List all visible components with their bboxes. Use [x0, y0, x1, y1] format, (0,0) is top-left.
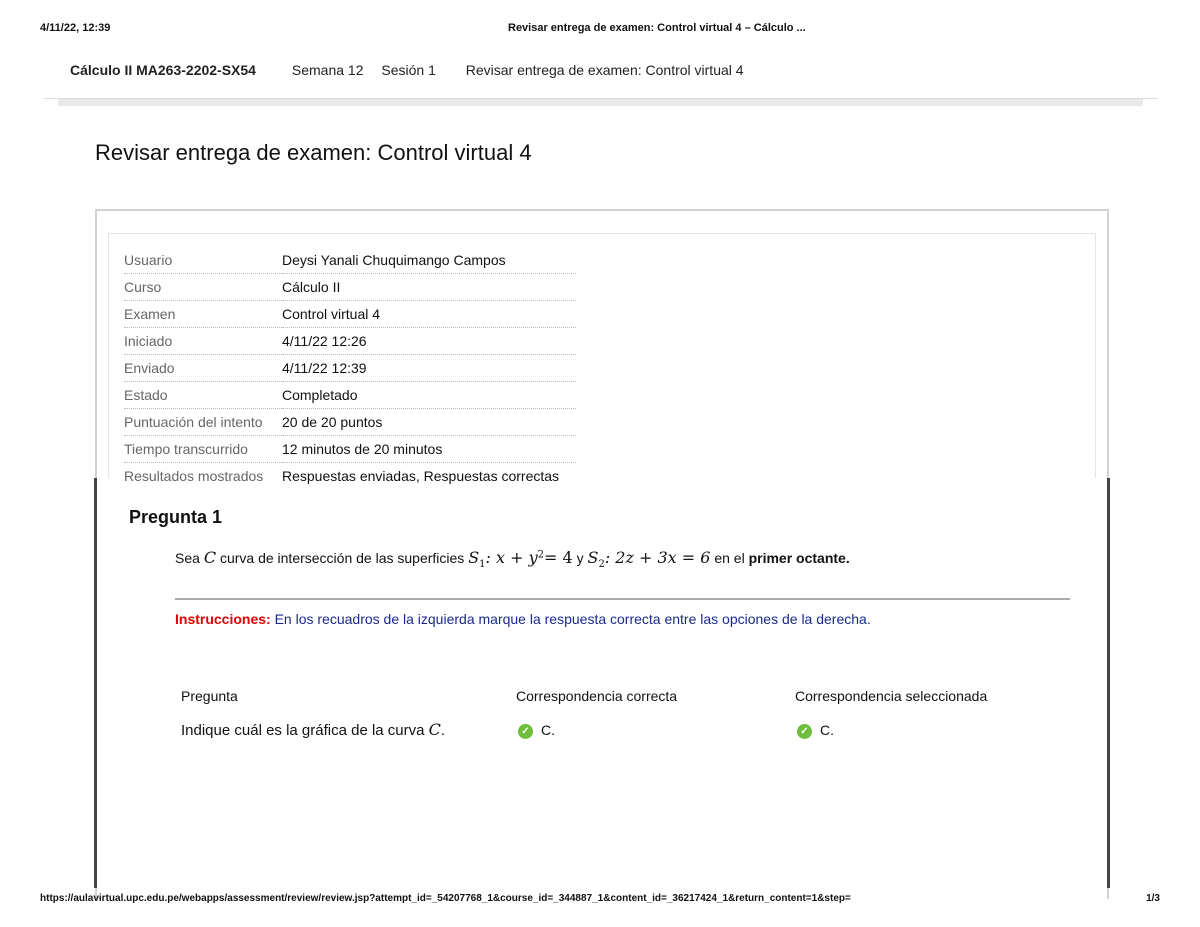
check-circle-icon: ✓ [518, 724, 533, 739]
question-text-bold: primer octante. [748, 550, 850, 566]
question-text-prefix: Sea [175, 550, 200, 566]
answer-col-correct: Correspondencia correcta [516, 688, 678, 704]
print-title: Revisar entrega de examen: Control virtual 4 – Cálculo ... [508, 22, 806, 34]
summary-key: Puntuación del intento [124, 409, 282, 436]
summary-key: Usuario [124, 247, 282, 274]
question-frame [94, 478, 1110, 888]
summary-key: Curso [124, 274, 282, 301]
summary-key: Tiempo transcurrido [124, 436, 282, 463]
surface-2-label: S [587, 548, 599, 567]
breadcrumb-session[interactable]: Sesión 1 [381, 62, 436, 78]
instructions-text: En los recuadros de la izquierda marque la respuesta correcta entre las opciones de la derecha. [274, 611, 871, 627]
summary-value: Control virtual 4 [282, 301, 576, 328]
surface-1-label: S [468, 548, 480, 567]
question-title: Pregunta 1 [129, 507, 223, 527]
check-circle-icon: ✓ [797, 724, 812, 739]
summary-value: 4/11/22 12:26 [282, 328, 576, 355]
question-divider [175, 598, 1070, 600]
summary-key: Resultados mostrados [124, 468, 264, 484]
answer-row-curve-symbol: C [428, 720, 441, 739]
answer-row-question-text: Indique cuál es la gráfica de la curva [181, 722, 425, 739]
summary-value: 12 minutos de 20 minutos [282, 436, 576, 463]
question-text-mid: curva de intersección de las superficies [219, 550, 465, 566]
summary-key: Iniciado [124, 328, 282, 355]
question-text [175, 548, 850, 570]
summary-value: Deysi Yanali Chuquimango Campos [282, 247, 576, 274]
footer-page-number: 1/3 [1146, 893, 1160, 904]
curve-symbol: C [203, 548, 217, 567]
answer-row-question [181, 720, 445, 739]
selected-answer-value: C. [820, 722, 834, 738]
surface-2-sub: 2 [598, 558, 605, 570]
breadcrumb [70, 62, 770, 82]
summary-key: Estado [124, 382, 282, 409]
summary-value: Completado [282, 382, 576, 409]
surface-1-equation-b: = 4 [544, 548, 573, 567]
summary-key: Enviado [124, 355, 282, 382]
summary-value: Respuestas enviadas, Respuestas correctas [282, 468, 560, 484]
summary-row [124, 463, 576, 490]
surface-1-sub: 1 [479, 558, 486, 570]
correct-answer-value: C. [541, 722, 555, 738]
question-text-suffix: en el [714, 550, 745, 566]
summary-row [124, 301, 576, 328]
summary-value: 4/11/22 12:39 [282, 355, 576, 382]
instructions [175, 611, 871, 627]
summary-key: Examen [124, 301, 282, 328]
attempt-summary-table [124, 247, 576, 489]
instructions-label: Instrucciones: [175, 611, 271, 627]
question-conjunction: y [576, 550, 584, 566]
summary-row [124, 247, 576, 274]
summary-row [124, 328, 576, 355]
answer-row-period: . [440, 722, 446, 739]
summary-value: Cálculo II [282, 274, 576, 301]
summary-row [124, 274, 576, 301]
selected-answer [797, 722, 834, 739]
breadcrumb-week[interactable]: Semana 12 [291, 62, 364, 78]
summary-value: 20 de 20 puntos [282, 409, 576, 436]
answer-col-selected: Correspondencia seleccionada [795, 688, 988, 704]
correct-answer [518, 722, 555, 739]
print-datetime: 4/11/22, 12:39 [40, 22, 111, 34]
footer-url: https://aulavirtual.upc.edu.pe/webapps/assessment/review/review.jsp?attempt_id=_54207768_1&course_id=_344887_1&content_id=_36217424_1&return_content=1&step= [40, 893, 851, 904]
page-title: Revisar entrega de examen: Control virtual 4 [95, 140, 532, 165]
surface-2-equation: : 2z + 3x = 6 [604, 548, 711, 567]
summary-row [124, 409, 576, 436]
surface-1-sup: 2 [537, 549, 545, 561]
breadcrumb-course[interactable]: Cálculo II MA263-2202-SX54 [70, 62, 256, 78]
print-header [40, 22, 1160, 38]
summary-row [124, 382, 576, 409]
header-bar [58, 99, 1143, 106]
summary-row [124, 355, 576, 382]
answer-col-question: Pregunta [181, 688, 238, 704]
breadcrumb-current: Revisar entrega de examen: Control virtual 4 [465, 62, 744, 78]
summary-row [124, 436, 576, 463]
surface-1-equation-a: : x + y [485, 548, 538, 567]
